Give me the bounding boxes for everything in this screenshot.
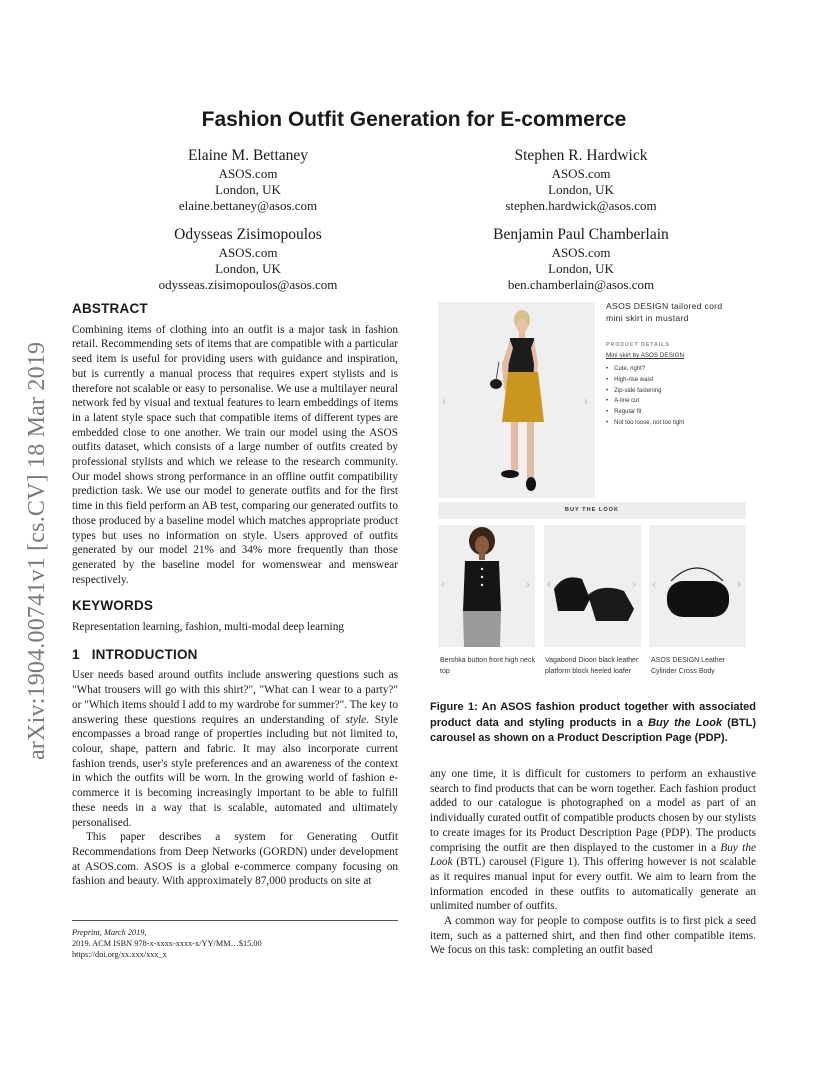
btl-tile-shoes[interactable] bbox=[544, 525, 641, 647]
btl-caption: Vagabond Dioon black leather platform block heeled loafer bbox=[545, 657, 639, 675]
list-item: • A-line cut bbox=[606, 396, 684, 407]
author-name: Elaine M. Bettaney bbox=[187, 147, 309, 164]
model-illustration bbox=[438, 302, 595, 498]
author-affiliation: ASOS.com bbox=[551, 245, 611, 260]
carousel-next-icon[interactable]: › bbox=[526, 577, 530, 591]
keywords-heading: KEYWORDS bbox=[72, 598, 154, 614]
keywords-text: Representation learning, fashion, multi-modal deep learning bbox=[72, 621, 344, 634]
product-details-list bbox=[606, 364, 684, 429]
btl-tile-top[interactable] bbox=[438, 525, 535, 647]
footnote-preprint bbox=[72, 927, 398, 938]
carousel-prev-icon[interactable]: ‹ bbox=[442, 394, 446, 408]
list-item: • High-rise waist bbox=[606, 375, 684, 386]
text-run: Figure 1: An ASOS fashion product together with associated product data and styling products in a bbox=[430, 701, 756, 729]
carousel-next-icon[interactable]: › bbox=[632, 577, 636, 591]
body-paragraph-1 bbox=[430, 767, 756, 914]
footnote bbox=[72, 927, 398, 960]
author-name: Stephen R. Hardwick bbox=[514, 147, 648, 164]
emphasis: style bbox=[345, 713, 367, 726]
footnote-isbn: 2019. ACM ISBN 978-x-xxxx-xxxx-x/YY/MM…$15.00 bbox=[72, 939, 262, 948]
text-run: any one time, it is difficult for customers to perform an exhaustive search to find products that can be worn together. Each fashion product added to our catalogue is photographed on a model as part of an individually curated outfit of compatible products chosen by our stylists to create images for its Product Description Page (PDP). The products comprising the outfit are then displayed to the customer in a bbox=[430, 768, 756, 854]
carousel-next-icon[interactable]: › bbox=[584, 394, 588, 408]
btl-caption: Bershka button front high neck top bbox=[440, 657, 535, 675]
author-block bbox=[431, 146, 731, 214]
list-item: • Cute, right? bbox=[606, 364, 684, 375]
emphasis: Buy the Look bbox=[648, 716, 723, 729]
carousel-next-icon[interactable]: › bbox=[737, 577, 741, 591]
paper-title: Fashion Outfit Generation for E-commerce bbox=[201, 108, 627, 131]
figure-caption bbox=[430, 700, 756, 747]
author-email[interactable]: elaine.bettaney@asos.com bbox=[178, 198, 318, 213]
bag-illustration bbox=[649, 525, 746, 647]
carousel-prev-icon[interactable]: ‹ bbox=[441, 577, 445, 591]
author-location: London, UK bbox=[548, 261, 614, 276]
list-item: • Not too loose, not too tight bbox=[606, 418, 684, 429]
author-affiliation: ASOS.com bbox=[218, 245, 278, 260]
author-affiliation: ASOS.com bbox=[551, 166, 611, 181]
text-run: User needs based around outfits include answering questions such as "What trousers will go with this shirt?", "What can I wear to a party?" or "Which items should I add to my wardrobe for summer?". The key to answering these questions requires an understanding of bbox=[72, 669, 398, 726]
btl-tile-bag[interactable] bbox=[649, 525, 746, 647]
emphasis: Buy the Look bbox=[430, 841, 756, 869]
author-name: Odysseas Zisimopoulos bbox=[174, 226, 322, 243]
figure-1 bbox=[438, 298, 746, 690]
product-details-subtitle[interactable]: Mini skirt by ASOS DESIGN bbox=[606, 352, 685, 359]
introduction-heading bbox=[72, 648, 398, 663]
author-location: London, UK bbox=[215, 261, 281, 276]
author-location: London, UK bbox=[215, 182, 281, 197]
footnote-line: Preprint, March 2019, bbox=[72, 928, 147, 937]
list-item: • Zip-side fastening bbox=[606, 386, 684, 397]
list-item: • Regular fit bbox=[606, 407, 684, 418]
section-title: INTRODUCTION bbox=[91, 646, 198, 662]
product-title-line: mini skirt in mustard bbox=[606, 313, 689, 323]
section-number: 1 bbox=[72, 646, 80, 662]
top-illustration bbox=[438, 525, 535, 647]
author-email[interactable]: ben.chamberlain@asos.com bbox=[507, 277, 655, 292]
product-title bbox=[606, 300, 722, 324]
left-column bbox=[72, 302, 398, 889]
text-run: . Style encompasses a broad range of properties including but not limited to, colour, shape, pattern and fabric. It may also incorporate current fashion trends, user's style preferences and an awareness of the context in which the outfits will be worn. In the growing world of fashion e-commerce it is becoming increasingly important to be able to fulfill these needs in a way that is scalable, automated and ultimately personalised. bbox=[72, 713, 398, 829]
text-run: (BTL) carousel as shown on a Product Description Page (PDP). bbox=[430, 716, 757, 744]
text-run: (BTL) carousel (Figure 1). This offering however is not scalable as it requires manual input for every outfit. We aim to learn from the information encoded in these outfits to automatically generate an unlimited number of outfits. bbox=[430, 856, 756, 913]
carousel-prev-icon[interactable]: ‹ bbox=[547, 577, 551, 591]
shoes-illustration bbox=[544, 525, 641, 647]
footnote-doi[interactable]: https://doi.org/xx.xxx/xxx_x bbox=[72, 950, 167, 959]
intro-paragraph-1 bbox=[72, 668, 398, 830]
buy-the-look-bar: BUY THE LOOK bbox=[438, 502, 746, 519]
product-photo bbox=[438, 302, 595, 498]
author-email[interactable]: stephen.hardwick@asos.com bbox=[505, 198, 657, 213]
author-name: Benjamin Paul Chamberlain bbox=[493, 226, 669, 243]
author-block bbox=[98, 225, 398, 293]
carousel-prev-icon[interactable]: ‹ bbox=[652, 577, 656, 591]
author-location: London, UK bbox=[548, 182, 614, 197]
right-column bbox=[430, 767, 756, 958]
author-affiliation: ASOS.com bbox=[218, 166, 278, 181]
product-details-label: PRODUCT DETAILS bbox=[606, 342, 670, 348]
author-block bbox=[98, 146, 398, 214]
body-paragraph-2: A common way for people to compose outfits is to first pick a seed item, such as a patterned shirt, and then find other compatible items. We focus on this task: completing an outfit based bbox=[430, 915, 756, 957]
author-block bbox=[431, 225, 731, 293]
abstract-heading: ABSTRACT bbox=[72, 301, 148, 316]
abstract-text: Combining items of clothing into an outfit is a major task in fashion retail. Recommending sets of items that are compatible with a particular seed item is useful for providing users with guidance and inspiration, but is currently a manual process that requires expert stylists and is therefore not scalable or easy to personalise. We use a multilayer neural network fed by visual and textual features to learn embeddings of items in a latent style space such that compatible items of different types are embedded close to one another. We train our model using the ASOS outfits dataset, which consists of a large number of outfits created by professional stylists and which we release to the research community. Our model shows strong performance in an offline outfit compatibility prediction task. We use our model to generate outfits and for the first time in this field perform an AB test, comparing our generated outfits to those produced by a baseline model which matches appropriate product types but uses no information on style. Users approved of outfits generated by our model 21% and 34% more frequently than those generated by the baseline model for womenswear and menswear respectively. bbox=[72, 323, 398, 586]
footnote-divider bbox=[72, 920, 398, 921]
author-email[interactable]: odysseas.zisimopoulos@asos.com bbox=[158, 277, 338, 292]
intro-paragraph-2: This paper describes a system for Generating Outfit Recommendations from Deep Networks (GORDN) under development at ASOS.com. ASOS is a global e-commerce company focusing on fashion and beauty. With approximately 87,000 products on site at bbox=[72, 831, 398, 888]
product-title-line: ASOS DESIGN tailored cord bbox=[606, 301, 723, 311]
arxiv-identifier: arXiv:1904.00741v1 [cs.CV] 18 Mar 2019 bbox=[24, 341, 50, 760]
btl-caption: ASOS DESIGN Leather Cylinder Cross Body bbox=[651, 657, 725, 675]
